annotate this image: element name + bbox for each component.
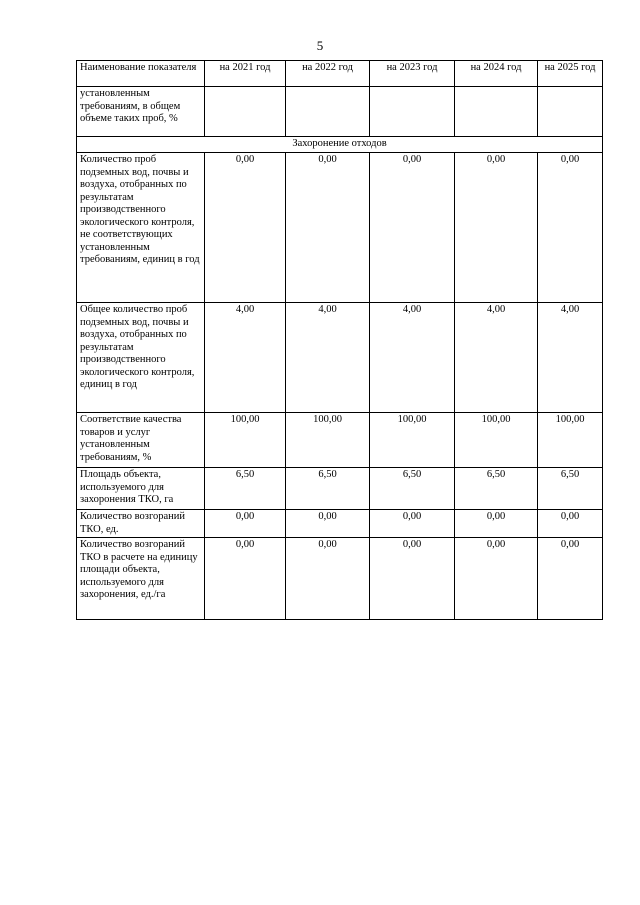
cell-2023: 0,00 bbox=[370, 538, 455, 620]
header-year-2024: на 2024 год bbox=[455, 61, 538, 87]
cell-2021: 4,00 bbox=[205, 303, 286, 413]
table-row bbox=[77, 510, 603, 538]
row-label: Соответствие качества товаров и услуг установленным требованиям, % bbox=[77, 413, 205, 468]
row-label: установленным требованиям, в общем объеме таких проб, % bbox=[77, 87, 205, 137]
table-row bbox=[77, 413, 603, 468]
cell-2022 bbox=[286, 87, 370, 137]
cell-2021: 0,00 bbox=[205, 153, 286, 303]
cell-2022: 6,50 bbox=[286, 468, 370, 510]
cell-2022: 100,00 bbox=[286, 413, 370, 468]
cell-2022: 0,00 bbox=[286, 538, 370, 620]
cell-2021: 6,50 bbox=[205, 468, 286, 510]
cell-2023: 6,50 bbox=[370, 468, 455, 510]
cell-2024 bbox=[455, 87, 538, 137]
cell-2023: 100,00 bbox=[370, 413, 455, 468]
table-row bbox=[77, 538, 603, 620]
cell-2021 bbox=[205, 87, 286, 137]
row-label: Количество проб подземных вод, почвы и воздуха, отобранных по результатам производственного экологического контроля, не соответствующих установленным требованиям, единиц в год bbox=[77, 153, 205, 303]
page-number: 5 bbox=[316, 38, 324, 53]
cell-2022: 4,00 bbox=[286, 303, 370, 413]
cell-2021: 0,00 bbox=[205, 510, 286, 538]
header-year-2025: на 2025 год bbox=[538, 61, 603, 87]
cell-2021: 100,00 bbox=[205, 413, 286, 468]
table-header-row bbox=[77, 61, 603, 87]
row-label: Количество возгораний ТКО в расчете на единицу площади объекта, используемого для захоронения, ед./га bbox=[77, 538, 205, 620]
cell-2024: 0,00 bbox=[455, 538, 538, 620]
row-label: Общее количество проб подземных вод, почвы и воздуха, отобранных по результатам производственного экологического контроля, единиц в год bbox=[77, 303, 205, 413]
row-label: Количество возгораний ТКО, ед. bbox=[77, 510, 205, 538]
row-label: Площадь объекта, используемого для захоронения ТКО, га bbox=[77, 468, 205, 510]
indicators-table bbox=[76, 60, 603, 620]
cell-2022: 0,00 bbox=[286, 153, 370, 303]
section-row bbox=[77, 137, 603, 153]
cell-2024: 6,50 bbox=[455, 468, 538, 510]
header-indicator-name: Наименование показателя bbox=[77, 61, 205, 87]
cell-2025: 0,00 bbox=[538, 510, 603, 538]
cell-2025: 0,00 bbox=[538, 153, 603, 303]
section-title: Захоронение отходов bbox=[77, 137, 603, 153]
cell-2025: 6,50 bbox=[538, 468, 603, 510]
cell-2025: 100,00 bbox=[538, 413, 603, 468]
cell-2024: 0,00 bbox=[455, 153, 538, 303]
header-year-2022: на 2022 год bbox=[286, 61, 370, 87]
table-row-continuation bbox=[77, 87, 603, 137]
cell-2024: 4,00 bbox=[455, 303, 538, 413]
cell-2025 bbox=[538, 87, 603, 137]
cell-2024: 0,00 bbox=[455, 510, 538, 538]
cell-2023: 0,00 bbox=[370, 153, 455, 303]
cell-2023: 0,00 bbox=[370, 510, 455, 538]
cell-2023 bbox=[370, 87, 455, 137]
table-row bbox=[77, 303, 603, 413]
cell-2021: 0,00 bbox=[205, 538, 286, 620]
cell-2022: 0,00 bbox=[286, 510, 370, 538]
cell-2024: 100,00 bbox=[455, 413, 538, 468]
header-year-2023: на 2023 год bbox=[370, 61, 455, 87]
cell-2025: 0,00 bbox=[538, 538, 603, 620]
table-row bbox=[77, 468, 603, 510]
cell-2023: 4,00 bbox=[370, 303, 455, 413]
table-row bbox=[77, 153, 603, 303]
header-year-2021: на 2021 год bbox=[205, 61, 286, 87]
cell-2025: 4,00 bbox=[538, 303, 603, 413]
